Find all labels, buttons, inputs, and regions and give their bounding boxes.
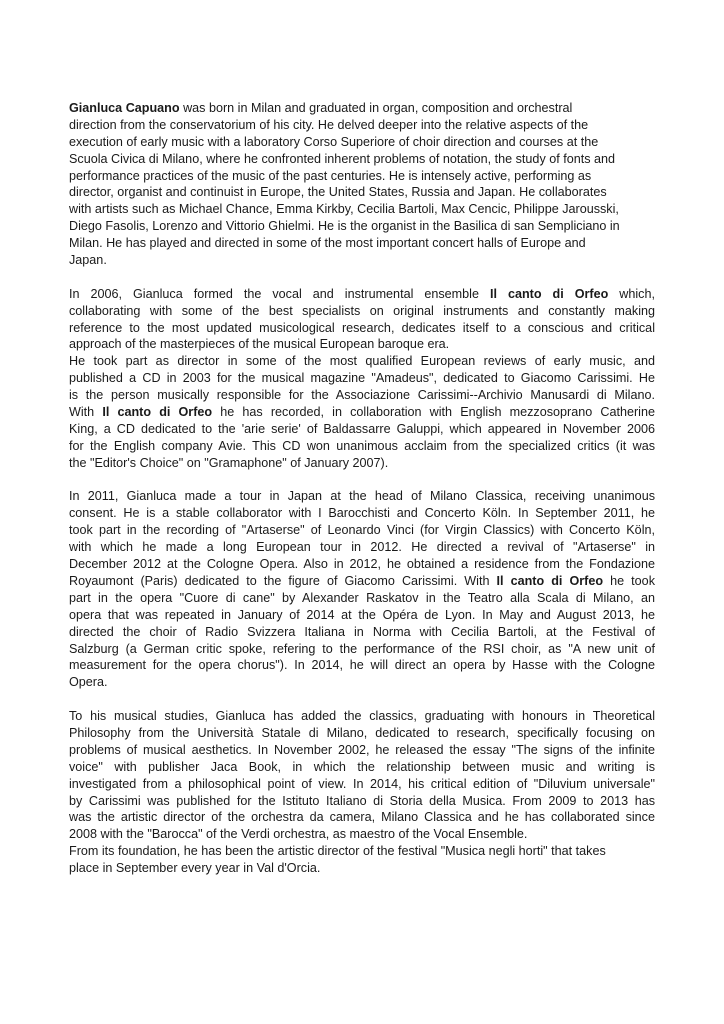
ensemble-name: Il canto di Orfeo [496,573,604,588]
text-line: direction from the conservatorium of his city. He delved deeper into the relative aspects of the [69,117,589,132]
text-line: Scuola Civica di Milano, where he confronted inherent problems of notation, the study of fonts and [69,151,616,166]
paragraph-2 [69,286,655,472]
text-line: Gianluca Capuano was born in Milan and graduated in organ, composition and orchestral [69,101,573,115]
text-line: To his musical studies, Gianluca has added the classics, graduating with honours in Theoretical [69,709,655,724]
text-line: consent. He is a stable collaborator with I Barocchisti and Concerto Köln. In September 2011, he [69,506,655,521]
text-line: Opera. [69,675,108,690]
text-line: is the person musically responsible for the Associazione Carissimi--Archivio Manusardi di Milano. [69,388,655,403]
ensemble-name: Il canto di Orfeo [489,286,609,301]
text-line: took part in the recording of "Artaserse" of Leonardo Vinci (for Virgin Classics) with Concerto Köln, [69,523,655,538]
document-page [69,100,655,877]
text-line: place in September every year in Val d'Orcia. [69,861,321,876]
text-line: directed the choir of Radio Svizzera Italiana in Norma with Cecilia Bartoli, at the Festival of [69,624,655,639]
text-line: Philosophy from the Università Statale di Milano, dedicated to research, specifically focusing on [69,725,655,740]
text-line: director, organist and continuist in Europe, the United States, Russia and Japan. He collaborates [69,185,607,200]
text-line: for the English company Avie. This CD won unanimous acclaim from the specialized critics (it was [69,438,655,453]
text-line: problems of musical aesthetics. In November 2002, he released the essay "The signs of the infinite [69,742,655,757]
text-line: measurement for the opera chorus"). In 2014, he will direct an opera by Hasse with the Cologne [69,658,655,673]
text-line: In 2011, Gianluca made a tour in Japan at the head of Milano Classica, receiving unanimous [69,489,655,504]
text-line: approach of the masterpieces of the musical European baroque era. [69,337,450,352]
text-line: the "Editor's Choice" on "Gramaphone" of January 2007). [69,455,389,470]
text-line: In 2006, Gianluca formed the vocal and instrumental ensemble Il canto di Orfeo which, [69,286,655,301]
text-line: Salzburg (a German critic spoke, refering to the performance of the RSI choir, as "A new unit of [69,641,655,656]
person-name: Gianluca Capuano [69,101,180,115]
text-line: was the artistic director of the orchestra da camera, Milano Classica and he has collaborated since [69,810,655,825]
text-line: Milan. He has played and directed in some of the most important concert halls of Europe and [69,236,586,251]
text-line: Diego Fasolis, Lorenzo and Vittorio Ghielmi. He is the organist in the Basilica di san Sempliciano in [69,219,620,234]
text-line: 2008 with the "Barocca" of the Verdi orchestra, as maestro of the Vocal Ensemble. [69,827,528,842]
ensemble-name: Il canto di Orfeo [102,405,213,420]
text-line: King, a CD dedicated to the 'arie serie' of Baldassarre Galuppi, which appeared in November 2006 [69,421,655,436]
text-line: performance practices of the music of the past centuries. He is intensely active, performing as [69,168,592,183]
text-line: December 2012 at the Cologne Opera. Also in 2012, he obtained a residence from the Fondazione [69,557,655,572]
paragraph-1 [69,100,655,269]
text-line: part in the opera "Cuore di cane" by Alexander Raskatov in the Teatro alla Scala di Milano, an [69,590,655,605]
text-line: From its foundation, he has been the artistic director of the festival "Musica negli horti" that takes [69,844,606,859]
text-line: He took part as director in some of the most qualified European reviews of early music, and [69,354,655,369]
text-line: published a CD in 2003 for the musical magazine "Amadeus", dedicated to Giacomo Carissimi. He [69,371,655,386]
text-line: investigated from a philosophical point of view. In 2014, his critical edition of "Diluvium universale" [69,776,655,791]
text-line: with artists such as Michael Chance, Emma Kirkby, Cecilia Bartoli, Max Cencic, Philippe Jarousski, [69,202,619,217]
text-line: by Carissimi was published for the Istituto Italiano di Storia della Musica. From 2009 to 2013 has [69,793,655,808]
text-line: execution of early music with a laboratory Corso Superiore of choir direction and courses at the [69,134,599,149]
text-line: voice" with publisher Jaca Book, in which the relationship between music and writing is [69,759,655,774]
text-line: Japan. [69,253,107,268]
text-line: opera that was repeated in January of 2014 at the Opéra de Lyon. In May and August 2013, he [69,607,655,622]
text-line: collaborating with some of the best specialists on original instruments and constantly making [69,303,655,318]
text-line: with which he made a long European tour in 2012. He directed a revival of "Artaserse" in [69,540,655,555]
text-line: Royaumont (Paris) dedicated to the figure of Giacomo Carissimi. With Il canto di Orfeo he took [69,573,655,588]
paragraph-3 [69,488,655,691]
text-line: With Il canto di Orfeo he has recorded, in collaboration with English mezzosoprano Catherine [69,405,655,420]
text-line: reference to the most updated musicological research, dedicates itself to a conscious and critical [69,320,655,335]
paragraph-4 [69,708,655,877]
